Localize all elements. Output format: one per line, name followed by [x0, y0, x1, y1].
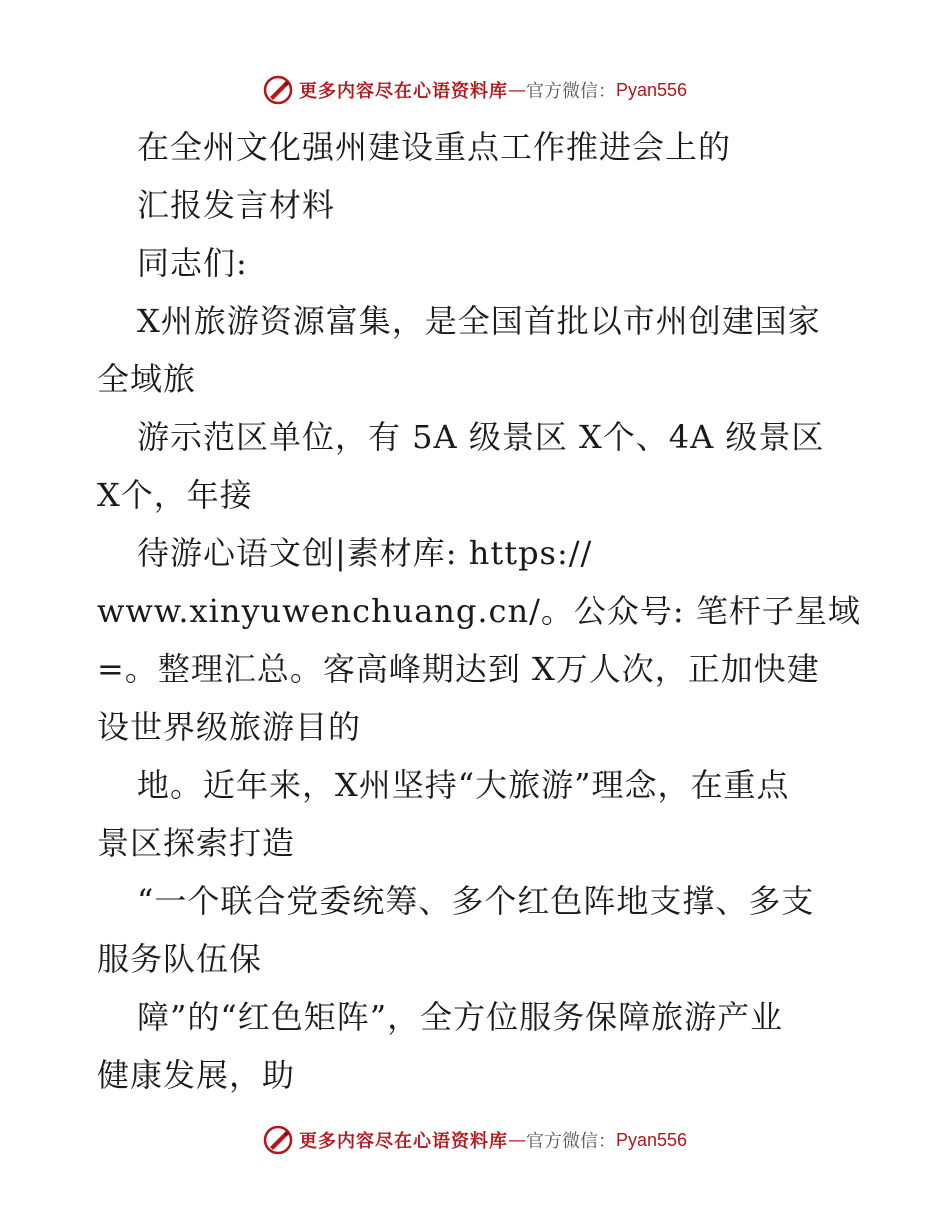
banner-handle: Pyan556 [615, 1129, 688, 1150]
paragraph-line: 健康发展，助 [97, 1056, 296, 1094]
banner-separator: — [507, 1129, 526, 1151]
paragraph-line: =。整理汇总。客高峰期达到 X万人次，正加快建 [97, 650, 820, 688]
paragraph-line: 设世界级旅游目的 [97, 708, 362, 746]
paragraph-line: 游示范区单位，有 5A 级景区 X个、4A 级景区 [137, 418, 825, 456]
title-line-1: 在全州文化强州建设重点工作推进会上的 [137, 128, 732, 166]
paragraph-line: X州旅游资源富集，是全国首批以市州创建国家 [137, 302, 821, 340]
pen-logo-icon [263, 1125, 293, 1155]
banner-separator: — [507, 79, 526, 101]
title-line-2: 汇报发言材料 [137, 186, 336, 224]
paragraph-line: 障”的“红色矩阵”，全方位服务保障旅游产业 [137, 998, 784, 1036]
banner-label: 官方微信： [525, 81, 616, 102]
banner-label: 官方微信： [525, 1131, 616, 1152]
paragraph-line: X个，年接 [97, 476, 253, 514]
paragraph-line: www.xinyuwenchuang.cn/。公众号: 笔杆子星域 [97, 592, 861, 630]
footer-banner [0, 1120, 950, 1160]
paragraph-line: 待游心语文创|素材库: https:// [137, 534, 593, 572]
paragraph-line: 全域旅 [97, 360, 197, 398]
salutation: 同志们: [137, 244, 248, 282]
banner-brand: 更多内容尽在心语资料库 [298, 1131, 508, 1152]
document-body [97, 118, 861, 1104]
paragraph-line: 服务队伍保 [97, 940, 263, 978]
banner-brand: 更多内容尽在心语资料库 [298, 81, 508, 102]
paragraph-line: 景区探索打造 [97, 824, 296, 862]
paragraph-line: 地。近年来，X州坚持“大旅游”理念，在重点 [137, 766, 790, 804]
header-banner [0, 70, 950, 110]
banner-handle: Pyan556 [615, 79, 688, 100]
pen-logo-icon [263, 75, 293, 105]
paragraph-line: “一个联合党委统筹、多个红色阵地支撑、多支 [137, 882, 815, 920]
